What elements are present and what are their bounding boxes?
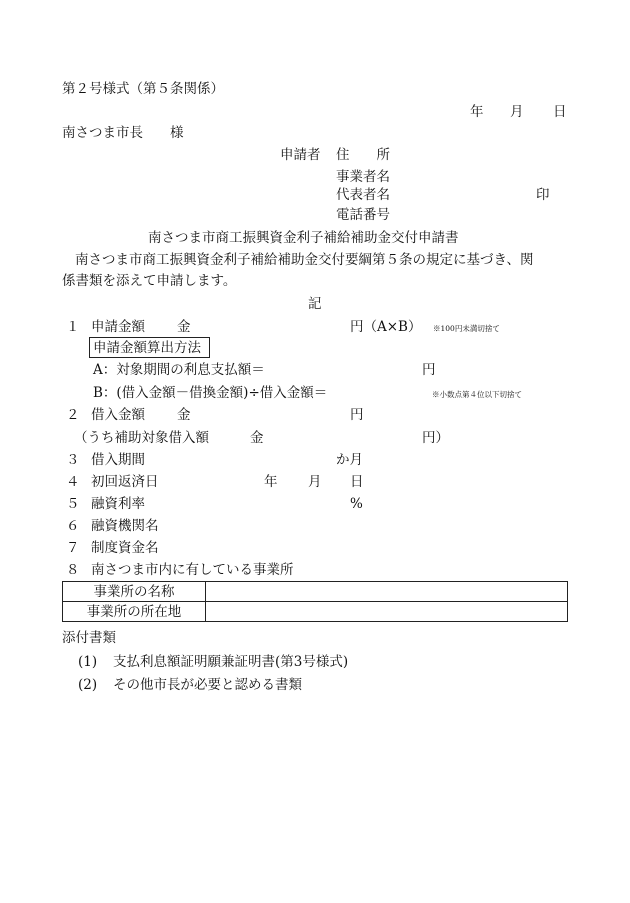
item6-number: ６ (66, 518, 80, 534)
item1-rounding-note: ※100円未満切捨て (433, 324, 500, 333)
office-name-label: 事業所の名称 (63, 582, 206, 602)
item2-number: ２ (66, 407, 80, 423)
form-number: 第２号様式（第５条関係） (62, 81, 224, 97)
item3-unit: か月 (336, 452, 363, 468)
item3-number: ３ (66, 452, 80, 468)
calculation-method-label: 申請金額算出方法 (93, 340, 201, 356)
office-address-value[interactable] (206, 602, 568, 622)
attachment-1-text: 支払利息額証明願兼証明書(第3号様式) (113, 654, 349, 670)
attachment-2-number: (2) (78, 677, 98, 693)
item2-sub-label: （うち補助対象借入額 (74, 430, 209, 446)
item2-kin: 金 (177, 407, 191, 423)
item4-year: 年 (264, 474, 278, 490)
attachment-2-text: その他市長が必要と認める書類 (113, 677, 302, 693)
date-month-label: 月 (510, 104, 524, 120)
applicant-label: 申請者 (280, 147, 321, 163)
table-row (63, 602, 568, 622)
date-year-label: 年 (470, 104, 484, 120)
item2-sub-yen: 円） (422, 430, 449, 446)
item5-unit: % (350, 496, 363, 512)
office-table (62, 581, 568, 622)
formula-b-note: ※小数点第４位以下切捨て (432, 390, 522, 399)
item7-label: 制度資金名 (91, 540, 159, 556)
intro-line-2: 係書類を添えて申請します。 (62, 273, 237, 289)
item1-number: １ (66, 319, 80, 335)
address-label: 住 所 (336, 147, 390, 163)
item5-label: 融資利率 (91, 496, 145, 512)
item1-kin: 金 (177, 319, 191, 335)
item4-month: 月 (308, 474, 322, 490)
office-name-value[interactable] (206, 582, 568, 602)
intro-line-1: 南さつま市商工振興資金利子補給補助金交付要綱第５条の規定に基づき、関 (75, 252, 534, 268)
formula-a-yen: 円 (422, 362, 436, 378)
item4-label: 初回返済日 (91, 474, 159, 490)
item1-yen: 円（A×B） (350, 319, 422, 335)
item5-number: ５ (66, 496, 80, 512)
item4-number: ４ (66, 474, 80, 490)
table-row (63, 582, 568, 602)
formula-a-label: A：対象期間の利息支払額＝ (93, 362, 265, 378)
office-address-label: 事業所の所在地 (63, 602, 206, 622)
item7-number: ７ (66, 540, 80, 556)
item2-yen: 円 (350, 407, 364, 423)
document-title: 南さつま市商工振興資金利子補給補助金交付申請書 (148, 230, 459, 246)
attachments-heading: 添付書類 (62, 630, 116, 646)
item3-label: 借入期間 (91, 452, 145, 468)
attachment-1-number: (1) (78, 654, 98, 670)
ki-mark: 記 (308, 296, 322, 312)
representative-label: 代表者名 (336, 187, 390, 203)
item2-sub-kin: 金 (250, 430, 264, 446)
seal-mark: 印 (536, 187, 550, 203)
item8-label: 南さつま市内に有している事業所 (91, 562, 294, 578)
item6-label: 融資機関名 (91, 518, 159, 534)
formula-b-label: B：(借入金額－借換金額)÷借入金額＝ (93, 385, 328, 401)
item4-day: 日 (350, 474, 364, 490)
item1-label: 申請金額 (91, 319, 145, 335)
item8-number: ８ (66, 562, 80, 578)
phone-label: 電話番号 (336, 207, 390, 223)
item2-label: 借入金額 (91, 407, 145, 423)
business-name-label: 事業者名 (336, 169, 390, 185)
addressee: 南さつま市長 様 (62, 125, 184, 141)
date-day-label: 日 (553, 104, 567, 120)
